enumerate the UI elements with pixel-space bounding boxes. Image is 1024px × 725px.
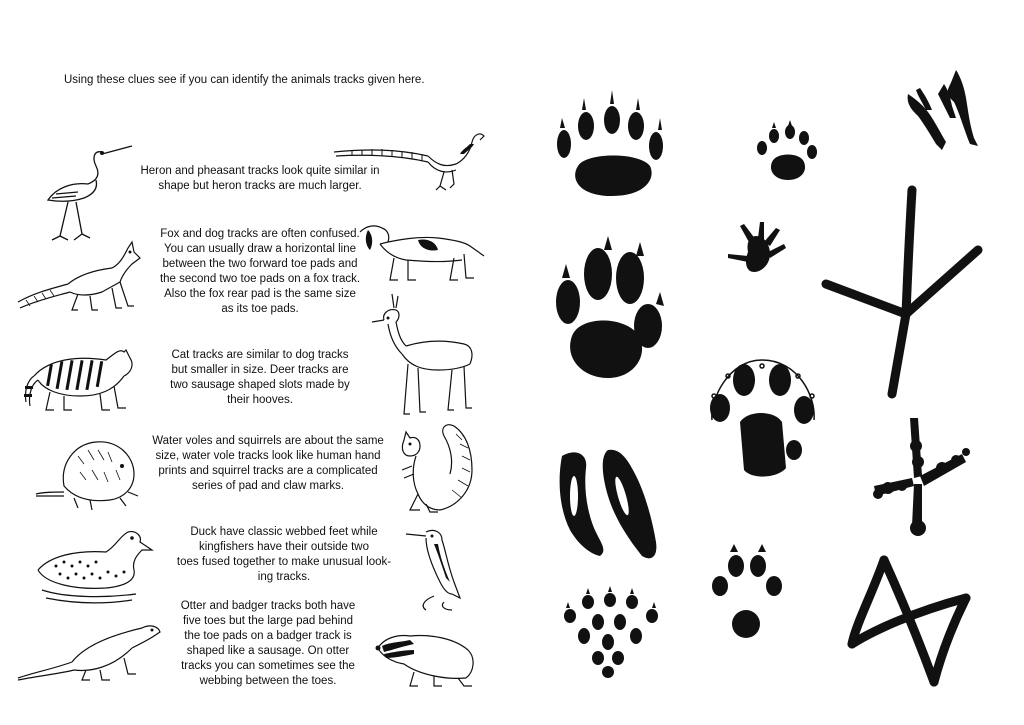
otter-track [754,120,818,182]
clue-line: Water voles and squirrels are about the same [152,435,384,447]
clue-line: prints and squirrel tracks are a complicated [158,465,378,477]
dog-illustration [358,222,488,284]
clue-line: but smaller in size. Deer tracks are [171,364,349,376]
heron-track [820,184,986,404]
clue-line: two sausage shaped slots made by [170,379,350,391]
clue-line: series of pad and claw marks. [191,480,345,492]
pheasant-illustration [332,124,488,194]
dog-track [552,234,668,380]
otter-illustration [16,618,164,684]
fox-illustration [16,238,142,314]
badger-track [556,88,668,200]
clue-line: shaped like a sausage. On otter [186,645,350,657]
cat-illustration [20,346,136,414]
clue-otter-badger [168,599,368,689]
cat-track [710,544,784,640]
clue-line: as its toe pads. [221,303,299,315]
intro-text: Using these clues see if you can identify the animals tracks given here. [64,74,425,86]
clue-line: tracks you can sometimes see the [181,660,355,672]
water-vole-illustration [34,436,146,514]
clue-line: their hooves. [227,394,293,406]
clue-line: ing tracks. [257,571,311,583]
clue-line: kingfishers have their outside two [198,541,370,553]
clue-duck-kingfisher [164,525,404,585]
clue-line: toes fused together to make unusual look- [176,556,392,568]
clue-line: the toe pads on a badger track is [184,630,352,642]
clue-line: size, water vole tracks look like human hand [155,450,381,462]
clue-line: five toes but the large pad behind [182,615,354,627]
clue-line: Cat tracks are similar to dog tracks [171,349,349,361]
duck-track [844,554,972,688]
clue-line: Duck have classic webbed feet while [190,526,378,538]
pheasant-track [870,416,972,538]
clue-line: the second two toe pads on a fox track. [159,273,361,285]
badger-illustration [374,628,478,690]
clue-line: shape but heron tracks are much larger. [158,180,362,192]
clue-vole-squirrel [140,434,396,494]
kingfisher-track [904,66,980,152]
clue-line: between the two forward toe pads and [162,258,358,270]
clue-line: You can usually draw a horizontal line [163,243,356,255]
clue-cat-deer [150,348,370,408]
clue-line: Fox and dog tracks are often confused. [160,228,360,240]
clue-line: webbing between the toes. [199,675,337,687]
squirrel-track [558,586,664,678]
squirrel-illustration [396,420,476,516]
water-vole-track [726,222,786,276]
kingfisher-illustration [404,526,466,612]
clue-line: Heron and pheasant tracks look quite similar in [140,165,380,177]
fox-track [708,356,818,482]
deer-illustration [366,292,478,418]
clue-fox-dog [132,227,388,317]
heron-illustration [42,140,137,245]
duck-illustration [36,528,158,612]
deer-track [556,446,660,564]
clue-line: Otter and badger tracks both have [180,600,356,612]
clue-line: Also the fox rear pad is the same size [164,288,356,300]
